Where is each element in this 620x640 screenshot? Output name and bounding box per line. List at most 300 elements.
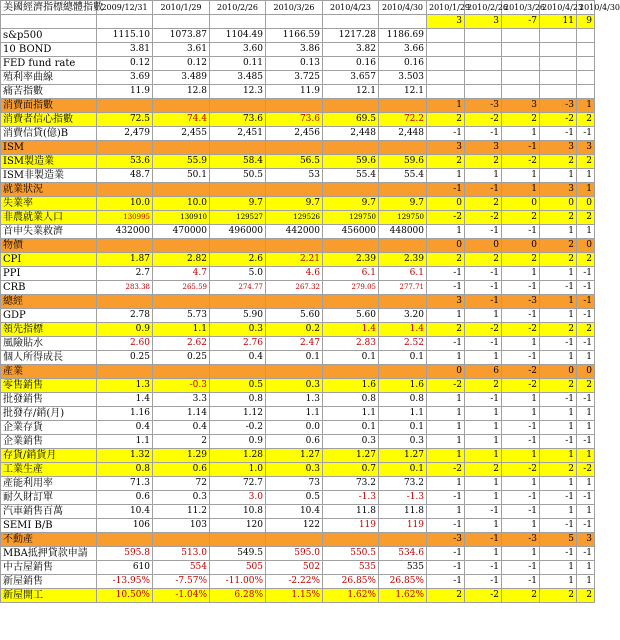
score-cell: -1 xyxy=(465,533,502,547)
value-cell: 0.3 xyxy=(210,323,266,337)
score-cell: -2 xyxy=(465,323,502,337)
score-cell: 1 xyxy=(427,421,465,435)
value-cell: 1.32 xyxy=(97,449,153,463)
row-label: 首申失業救濟 xyxy=(1,225,97,239)
row-label: 不動產 xyxy=(1,533,97,547)
value-cell: 448000 xyxy=(379,225,427,239)
score-cell: -1 xyxy=(502,141,540,155)
value-cell: 73.2 xyxy=(323,477,379,491)
score-cell: 1 xyxy=(540,561,577,575)
value-cell: 0.1 xyxy=(379,421,427,435)
score-cell: 1 xyxy=(540,575,577,589)
score-cell: -1 xyxy=(465,575,502,589)
row-label: 物價 xyxy=(1,239,97,253)
value-cell: 119 xyxy=(323,519,379,533)
value-cell: 1.1 xyxy=(97,435,153,449)
value-cell: 2.6 xyxy=(210,253,266,267)
value-cell: 1.3 xyxy=(97,379,153,393)
score-cell: -2 xyxy=(465,211,502,225)
score-cell: -1 xyxy=(427,127,465,141)
value-cell: -13.95% xyxy=(97,575,153,589)
score-cell: 1 xyxy=(577,505,595,519)
value-cell: 1.27 xyxy=(323,449,379,463)
value-cell: 50.1 xyxy=(153,169,210,183)
score-cell xyxy=(577,57,595,71)
value-cell: 2.39 xyxy=(379,253,427,267)
value-cell: 5.0 xyxy=(210,267,266,281)
table-row xyxy=(1,239,595,253)
score-cell: 2 xyxy=(427,155,465,169)
value-cell: 2.47 xyxy=(266,337,323,351)
value-cell: 55.9 xyxy=(153,155,210,169)
score-cell: -1 xyxy=(427,491,465,505)
score-cell xyxy=(427,71,465,85)
value-cell: 2.83 xyxy=(323,337,379,351)
score-cell: -3 xyxy=(502,295,540,309)
row-label: 痛苦指數 xyxy=(1,85,97,99)
score-cell: 2 xyxy=(465,379,502,393)
score-cell xyxy=(502,57,540,71)
value-cell: 2,451 xyxy=(210,127,266,141)
score-cell: 1 xyxy=(577,449,595,463)
table-row xyxy=(1,435,595,449)
value-cell: 12.3 xyxy=(210,85,266,99)
value-cell: 3.20 xyxy=(379,309,427,323)
score-cell: 1 xyxy=(577,183,595,197)
value-cell: 2.52 xyxy=(379,337,427,351)
score-cell: -1 xyxy=(427,519,465,533)
score-cell: -2 xyxy=(502,323,540,337)
value-cell: 6.28% xyxy=(210,589,266,603)
value-cell: 1.1 xyxy=(323,407,379,421)
value-cell: 1.15% xyxy=(266,589,323,603)
score-cell: 2 xyxy=(577,211,595,225)
table-row xyxy=(1,225,595,239)
value-cell: 265.59 xyxy=(153,281,210,295)
row-label: 企業銷售 xyxy=(1,435,97,449)
score-cell xyxy=(427,85,465,99)
score-cell: -1 xyxy=(427,281,465,295)
value-cell xyxy=(153,533,210,547)
value-cell: -1.3 xyxy=(323,491,379,505)
score-cell xyxy=(540,29,577,43)
value-cell: 26.85% xyxy=(379,575,427,589)
score-cell: -2 xyxy=(540,113,577,127)
table-title: 美國經濟指標總體指數 xyxy=(1,1,97,15)
value-cell: 72 xyxy=(153,477,210,491)
value-cell xyxy=(266,141,323,155)
score-cell: 0 xyxy=(540,197,577,211)
value-cell: 595.0 xyxy=(266,547,323,561)
score-cell xyxy=(427,57,465,71)
score-cell: -1 xyxy=(502,225,540,239)
value-cell: 2,456 xyxy=(266,127,323,141)
score-cell: 1 xyxy=(540,505,577,519)
value-cell: 73.2 xyxy=(379,477,427,491)
value-cell: 3.489 xyxy=(153,71,210,85)
value-cell xyxy=(210,295,266,309)
score-cell: 2 xyxy=(577,323,595,337)
table-row xyxy=(1,113,595,127)
value-cell: 9.7 xyxy=(210,197,266,211)
value-cell: 1.0 xyxy=(210,463,266,477)
value-cell: 3.82 xyxy=(323,43,379,57)
value-cell: 72.7 xyxy=(210,477,266,491)
score-cell: 2 xyxy=(577,379,595,393)
value-cell: 0.12 xyxy=(153,57,210,71)
value-cell: 513.0 xyxy=(153,547,210,561)
row-label: 批發銷售 xyxy=(1,393,97,407)
score-cell: -1 xyxy=(502,491,540,505)
score-cell: 1 xyxy=(577,225,595,239)
value-cell: 3.60 xyxy=(210,43,266,57)
score-cell xyxy=(427,29,465,43)
score-cell: 2 xyxy=(577,589,595,603)
score-cell: -2 xyxy=(502,365,540,379)
row-label: 汽車銷售百萬 xyxy=(1,505,97,519)
score-cell: 1 xyxy=(427,435,465,449)
value-cell xyxy=(153,295,210,309)
score-header: 2010/4/30 xyxy=(577,1,595,15)
value-cell: 534.6 xyxy=(379,547,427,561)
score-cell: 1 xyxy=(465,169,502,183)
value-cell: 3.61 xyxy=(153,43,210,57)
score-cell xyxy=(502,29,540,43)
score-cell: 2 xyxy=(540,589,577,603)
row-label: 產能利用率 xyxy=(1,477,97,491)
score-cell: -2 xyxy=(465,113,502,127)
value-cell: 55.4 xyxy=(379,169,427,183)
score-cell: 3 xyxy=(577,533,595,547)
value-cell xyxy=(97,365,153,379)
score-total: 3 xyxy=(427,15,465,29)
value-cell: -1.3 xyxy=(379,491,427,505)
score-cell: -1 xyxy=(540,491,577,505)
score-cell: 1 xyxy=(427,99,465,113)
value-cell xyxy=(266,365,323,379)
score-cell: -2 xyxy=(502,379,540,393)
score-cell: -2 xyxy=(577,463,595,477)
score-cell: 1 xyxy=(465,519,502,533)
value-cell: 10.4 xyxy=(266,505,323,519)
score-cell: 0 xyxy=(427,365,465,379)
score-cell xyxy=(465,29,502,43)
value-cell xyxy=(210,183,266,197)
score-cell: -1 xyxy=(540,435,577,449)
value-cell: 10.4 xyxy=(97,505,153,519)
score-cell: 3 xyxy=(427,295,465,309)
score-cell: 1 xyxy=(540,449,577,463)
value-cell: 106 xyxy=(97,519,153,533)
row-label: 企業存貨 xyxy=(1,421,97,435)
value-cell: 535 xyxy=(323,561,379,575)
value-cell: 550.5 xyxy=(323,547,379,561)
table-row xyxy=(1,393,595,407)
value-cell: 549.5 xyxy=(210,547,266,561)
table-row xyxy=(1,85,595,99)
value-cell: 2.82 xyxy=(153,253,210,267)
table-row xyxy=(1,519,595,533)
row-label: ISM製造業 xyxy=(1,155,97,169)
value-cell xyxy=(323,365,379,379)
score-cell: 2 xyxy=(427,113,465,127)
score-cell xyxy=(427,43,465,57)
value-cell: 442000 xyxy=(266,225,323,239)
value-cell: 11.9 xyxy=(97,85,153,99)
score-cell xyxy=(540,57,577,71)
value-cell: 74.4 xyxy=(153,113,210,127)
value-cell: 1.1 xyxy=(379,407,427,421)
row-label: 耐久財訂單 xyxy=(1,491,97,505)
value-cell: 0.7 xyxy=(323,463,379,477)
score-cell: 0 xyxy=(427,197,465,211)
score-cell: 1 xyxy=(427,407,465,421)
row-label: 殖利率曲線 xyxy=(1,71,97,85)
value-cell: 10.0 xyxy=(97,197,153,211)
table-row xyxy=(1,29,595,43)
value-cell: 3.86 xyxy=(266,43,323,57)
value-cell: 11.2 xyxy=(153,505,210,519)
value-header: 2010/4/30 xyxy=(379,1,427,15)
score-cell: -1 xyxy=(427,183,465,197)
score-total: 11 xyxy=(540,15,577,29)
row-label: 非農就業人口 xyxy=(1,211,97,225)
table-row xyxy=(1,351,595,365)
value-cell: 2.62 xyxy=(153,337,210,351)
score-cell: -1 xyxy=(577,309,595,323)
row-label: ISM xyxy=(1,141,97,155)
score-cell: -1 xyxy=(465,505,502,519)
value-cell: 0.0 xyxy=(266,421,323,435)
value-cell: 10.0 xyxy=(153,197,210,211)
value-cell: 1104.49 xyxy=(210,29,266,43)
score-cell: 3 xyxy=(427,141,465,155)
value-cell: 69.5 xyxy=(323,113,379,127)
value-cell: 0.9 xyxy=(97,323,153,337)
table-row xyxy=(1,561,595,575)
value-cell: 267.32 xyxy=(266,281,323,295)
value-cell xyxy=(153,239,210,253)
score-cell: 1 xyxy=(577,561,595,575)
table-row xyxy=(1,533,595,547)
score-cell xyxy=(502,71,540,85)
value-cell: 595.8 xyxy=(97,547,153,561)
value-cell: 0.4 xyxy=(210,351,266,365)
score-cell: 2 xyxy=(577,155,595,169)
value-cell: 103 xyxy=(153,519,210,533)
score-cell: 1 xyxy=(427,393,465,407)
row-label: CRB xyxy=(1,281,97,295)
table-row xyxy=(1,421,595,435)
value-cell: 0.3 xyxy=(323,435,379,449)
table-row xyxy=(1,323,595,337)
value-cell: 10.8 xyxy=(210,505,266,519)
score-cell: -3 xyxy=(540,99,577,113)
value-cell: 1.14 xyxy=(153,407,210,421)
value-cell: 1.4 xyxy=(97,393,153,407)
score-cell: 1 xyxy=(577,421,595,435)
value-cell xyxy=(210,239,266,253)
score-cell: 1 xyxy=(465,491,502,505)
score-cell: -1 xyxy=(577,127,595,141)
score-cell: -1 xyxy=(465,183,502,197)
row-label: 失業率 xyxy=(1,197,97,211)
score-cell: -1 xyxy=(502,351,540,365)
score-cell xyxy=(540,71,577,85)
value-cell xyxy=(153,99,210,113)
score-cell: 0 xyxy=(427,239,465,253)
value-cell: 496000 xyxy=(210,225,266,239)
value-cell: 26.85% xyxy=(323,575,379,589)
value-cell: 1.3 xyxy=(266,393,323,407)
score-cell: 1 xyxy=(465,421,502,435)
value-cell: 122 xyxy=(266,519,323,533)
score-cell: 2 xyxy=(540,239,577,253)
value-cell: 120 xyxy=(210,519,266,533)
score-cell: -1 xyxy=(577,295,595,309)
value-cell: 72.2 xyxy=(379,113,427,127)
value-cell xyxy=(210,99,266,113)
score-cell: 1 xyxy=(427,477,465,491)
score-cell: -1 xyxy=(540,281,577,295)
value-cell xyxy=(266,183,323,197)
table-row xyxy=(1,505,595,519)
table-row xyxy=(1,547,595,561)
value-cell: 1.28 xyxy=(210,449,266,463)
score-cell: -2 xyxy=(427,211,465,225)
value-cell: 0.1 xyxy=(323,351,379,365)
value-cell: 505 xyxy=(210,561,266,575)
row-label: 風險貼水 xyxy=(1,337,97,351)
value-cell: 10.50% xyxy=(97,589,153,603)
score-cell: 2 xyxy=(465,155,502,169)
row-label: PPI xyxy=(1,267,97,281)
value-cell: 53 xyxy=(266,169,323,183)
value-cell: 11.8 xyxy=(379,505,427,519)
table-row xyxy=(1,281,595,295)
value-cell xyxy=(379,295,427,309)
value-cell xyxy=(210,533,266,547)
value-cell xyxy=(97,295,153,309)
score-cell: -1 xyxy=(577,267,595,281)
score-cell: 1 xyxy=(427,505,465,519)
score-header: 2010/1/29 xyxy=(427,1,465,15)
value-cell: 3.725 xyxy=(266,71,323,85)
value-cell: 3.485 xyxy=(210,71,266,85)
score-cell: 1 xyxy=(465,407,502,421)
value-cell: 0.8 xyxy=(379,393,427,407)
table-row xyxy=(1,309,595,323)
score-cell: 0 xyxy=(577,197,595,211)
value-cell: 12.1 xyxy=(379,85,427,99)
value-cell: 4.7 xyxy=(153,267,210,281)
score-cell: 3 xyxy=(540,141,577,155)
value-cell: 2.78 xyxy=(97,309,153,323)
score-cell: 1 xyxy=(577,575,595,589)
score-cell: -2 xyxy=(427,379,465,393)
value-cell: 1.4 xyxy=(379,323,427,337)
table-row xyxy=(1,365,595,379)
table-row xyxy=(1,127,595,141)
value-cell: 1073.87 xyxy=(153,29,210,43)
value-cell: 0.3 xyxy=(153,491,210,505)
score-total: 9 xyxy=(577,15,595,29)
score-cell xyxy=(465,71,502,85)
value-cell: 0.8 xyxy=(210,393,266,407)
value-cell: 1217.28 xyxy=(323,29,379,43)
score-cell: 0 xyxy=(502,197,540,211)
score-cell: 1 xyxy=(502,449,540,463)
score-cell: -1 xyxy=(427,267,465,281)
value-cell: 129527 xyxy=(210,211,266,225)
score-cell: 0 xyxy=(540,365,577,379)
value-cell: 0.3 xyxy=(379,435,427,449)
score-cell: 3 xyxy=(540,183,577,197)
score-cell: -1 xyxy=(427,547,465,561)
score-cell: -1 xyxy=(427,337,465,351)
value-cell: 53.6 xyxy=(97,155,153,169)
score-cell: -1 xyxy=(465,561,502,575)
value-cell: 0.9 xyxy=(210,435,266,449)
score-cell: 2 xyxy=(540,379,577,393)
score-cell: 1 xyxy=(502,393,540,407)
value-cell: 3.81 xyxy=(97,43,153,57)
value-cell: -2.22% xyxy=(266,575,323,589)
value-cell: 0.25 xyxy=(97,351,153,365)
row-label: 個人所得成長 xyxy=(1,351,97,365)
value-header: 2010/2/26 xyxy=(210,1,266,15)
score-cell: 0 xyxy=(577,365,595,379)
value-cell xyxy=(323,141,379,155)
value-cell: 0.8 xyxy=(323,393,379,407)
value-cell: 48.7 xyxy=(97,169,153,183)
score-cell: 1 xyxy=(540,295,577,309)
value-cell xyxy=(210,365,266,379)
value-cell: 119 xyxy=(379,519,427,533)
row-label: SEMI B/B xyxy=(1,519,97,533)
score-cell: 1 xyxy=(502,407,540,421)
value-cell: 0.1 xyxy=(266,351,323,365)
value-cell: 0.1 xyxy=(379,463,427,477)
table-row xyxy=(1,57,595,71)
score-cell: -1 xyxy=(577,519,595,533)
score-cell xyxy=(465,57,502,71)
value-cell: 55.4 xyxy=(323,169,379,183)
score-cell: -1 xyxy=(465,267,502,281)
value-cell: 1115.10 xyxy=(97,29,153,43)
value-cell: 0.16 xyxy=(379,57,427,71)
value-cell: 0.13 xyxy=(266,57,323,71)
value-cell: 5.90 xyxy=(210,309,266,323)
value-cell: 9.7 xyxy=(266,197,323,211)
score-cell: 1 xyxy=(427,309,465,323)
value-cell: 470000 xyxy=(153,225,210,239)
value-cell: 5.73 xyxy=(153,309,210,323)
score-cell: -3 xyxy=(465,99,502,113)
value-cell: 11.8 xyxy=(323,505,379,519)
value-cell xyxy=(323,183,379,197)
score-cell: 1 xyxy=(502,169,540,183)
table-row xyxy=(1,99,595,113)
score-cell: -1 xyxy=(465,393,502,407)
value-cell: 3.66 xyxy=(379,43,427,57)
table-row xyxy=(1,71,595,85)
value-cell: 1.62% xyxy=(323,589,379,603)
score-cell: 0 xyxy=(465,239,502,253)
value-cell: 0.3 xyxy=(266,463,323,477)
value-cell: 6.1 xyxy=(323,267,379,281)
value-cell: 9.7 xyxy=(379,197,427,211)
